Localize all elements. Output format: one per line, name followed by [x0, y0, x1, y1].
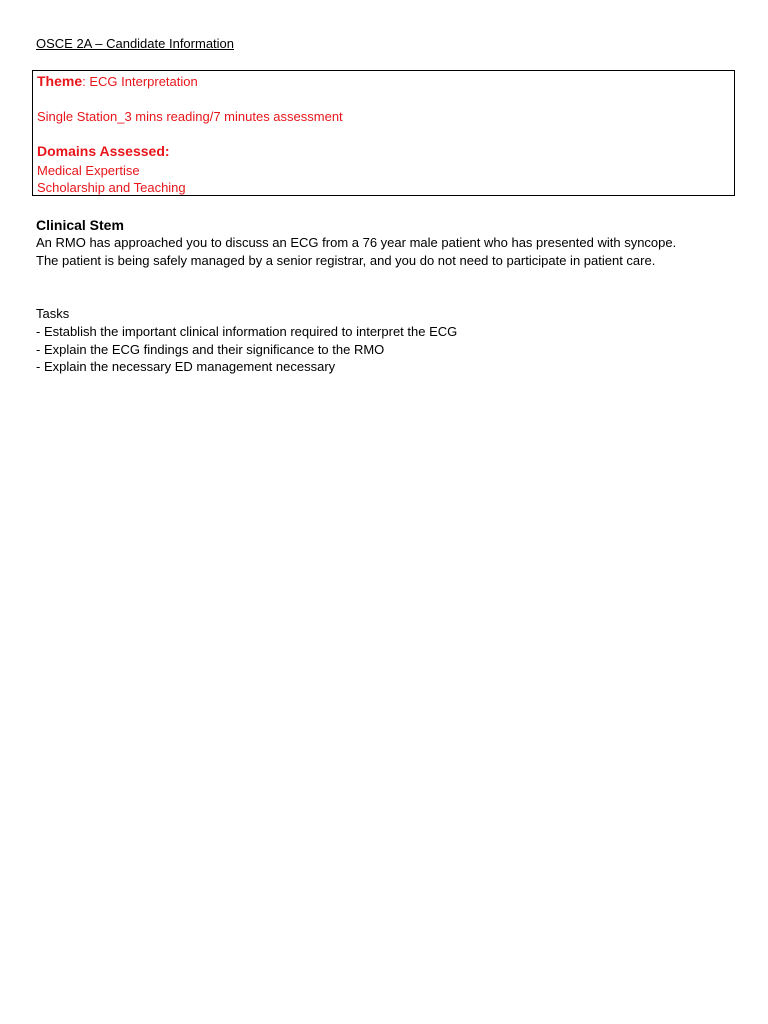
task-item: - Explain the ECG findings and their significance to the RMO: [36, 342, 385, 357]
clinical-stem-heading: Clinical Stem: [36, 217, 124, 233]
theme-label: Theme: [37, 73, 83, 89]
task-item: - Establish the important clinical information required to interpret the ECG: [36, 324, 458, 339]
station-info: Single Station_3 mins reading/7 minutes assessment: [37, 109, 343, 124]
theme-value: : ECG Interpretation: [82, 74, 198, 89]
domains-heading: Domains Assessed:: [37, 143, 170, 159]
tasks-heading: Tasks: [36, 306, 70, 321]
clinical-stem-line: The patient is being safely managed by a senior registrar, and you do not need to participate in patient care.: [36, 253, 656, 268]
clinical-stem-line: An RMO has approached you to discuss an ECG from a 76 year male patient who has presented with syncope.: [36, 235, 677, 250]
domain-item: Medical Expertise: [37, 163, 140, 178]
document-title: OSCE 2A – Candidate Information: [36, 36, 235, 51]
task-item: - Explain the necessary ED management necessary: [36, 359, 336, 374]
station-info-box: [32, 70, 735, 196]
theme-line: [37, 73, 198, 90]
domain-item: Scholarship and Teaching: [37, 180, 186, 195]
